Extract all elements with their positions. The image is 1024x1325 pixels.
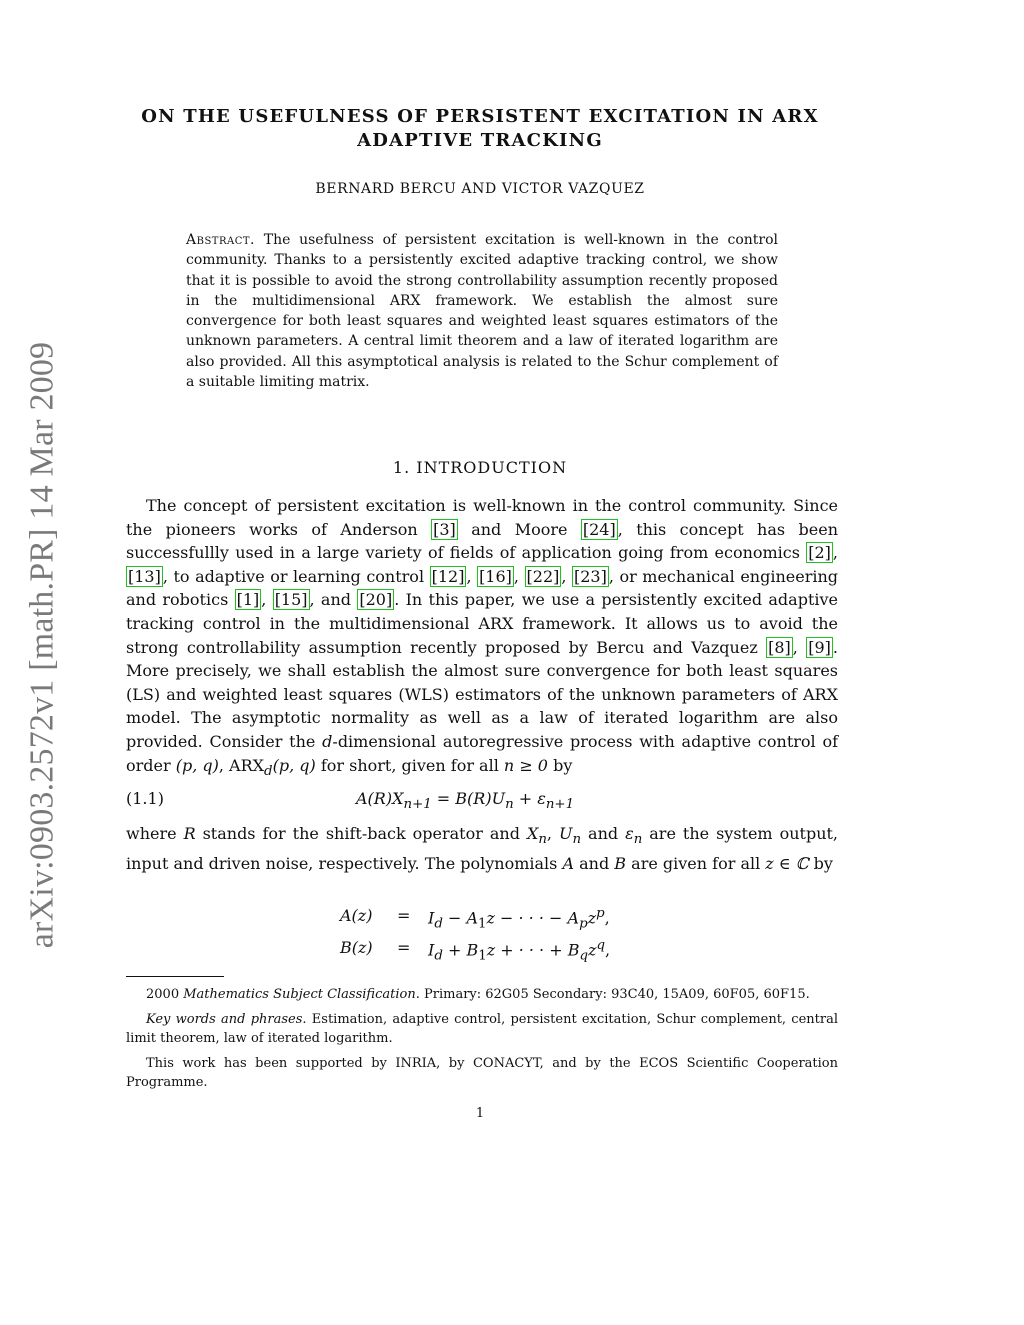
footnote-support: This work has been supported by INRIA, by CONACYT, and by the ECOS Scientific Cooperation Programme.	[126, 1056, 838, 1090]
footnote-divider	[126, 976, 224, 977]
math-subscript: n	[538, 832, 547, 848]
math-subscript: n	[572, 832, 582, 848]
footnote-text: Estimation, adaptive control, persistent excitation, Schur complement, central limit theorem, law of iterated logarithm.	[126, 1012, 838, 1046]
para-text: are given for all	[626, 853, 766, 873]
eq-term: z − · · · − A	[486, 908, 580, 928]
intro-text: for short, given for all	[315, 755, 504, 775]
eq-subscript: 1	[478, 916, 487, 932]
eq-superscript: q	[596, 938, 606, 953]
eq-term: z	[587, 908, 597, 928]
eq-superscript: p	[596, 906, 605, 921]
footnote-keywords	[126, 1010, 838, 1048]
citation-link[interactable]: [2]	[808, 543, 831, 563]
intro-paragraph	[126, 494, 838, 783]
para-text: and	[574, 853, 615, 873]
eq-term: ,	[605, 940, 611, 960]
eq-lhs: B(z)	[340, 938, 373, 957]
eq-subscript: d	[434, 948, 443, 964]
intro-text: , or mechanical engineering and robotics	[126, 566, 838, 610]
intro-text: , to adaptive or learning control	[162, 566, 430, 586]
paragraph-2	[126, 822, 838, 875]
citation-link[interactable]: [9]	[808, 637, 831, 657]
math-symbol: B	[614, 853, 627, 873]
eq-term: ,	[604, 908, 610, 928]
intro-text: ,	[466, 566, 478, 586]
math-symbol: (p, q)	[272, 755, 316, 775]
citation-link[interactable]: [1]	[236, 590, 260, 610]
footnote-label: Mathematics Subject Classification.	[183, 987, 420, 1002]
math-symbol: R	[183, 824, 196, 843]
citation-link[interactable]: [8]	[768, 637, 791, 657]
footnotes	[126, 985, 838, 1098]
abstract-label: Abstract.	[186, 232, 256, 248]
eq-term: I	[428, 908, 435, 928]
citation-link[interactable]: [16]	[479, 566, 512, 586]
intro-text: , ARX	[218, 755, 265, 775]
arxiv-identifier: arXiv:0903.2572v1 [math.PR] 14 Mar 2009	[23, 341, 60, 949]
arxiv-sidebar	[18, 340, 66, 950]
eq-term: z + · · · + B	[486, 940, 580, 960]
abstract	[186, 230, 778, 392]
eq-equals: =	[397, 906, 411, 925]
footnote-text: 2000	[146, 987, 184, 1002]
eq-subscript: q	[579, 948, 589, 964]
para-text: ,	[546, 824, 559, 843]
intro-text: ,	[832, 543, 838, 563]
math-symbol: X	[526, 824, 539, 843]
math-subscript: d	[264, 763, 273, 779]
eq-equals: =	[431, 789, 456, 808]
intro-text: -dimensional autoregressive process with adaptive control of order	[126, 731, 839, 775]
paper-title	[120, 105, 840, 153]
para-text: and	[581, 824, 626, 843]
eq-subscript: n	[505, 797, 514, 813]
intro-text: and Moore	[457, 519, 581, 539]
eq-term: A(R)X	[356, 789, 404, 808]
citation-link[interactable]: [3]	[433, 519, 456, 539]
eq-lhs: A(z)	[340, 906, 373, 925]
page-number: 1	[475, 1106, 485, 1121]
footnote-text: Primary: 62G05 Secondary: 93C40, 15A09, 60F05, 60F15.	[419, 987, 810, 1002]
authors: BERNARD BERCU AND VICTOR VAZQUEZ	[315, 181, 645, 197]
eq-subscript: d	[434, 916, 443, 932]
footnote-msc	[126, 985, 838, 1004]
eq-rhs	[428, 938, 610, 964]
equation-number: (1.1)	[126, 789, 164, 808]
eq-term: + B	[442, 940, 479, 960]
section-heading: 1. INTRODUCTION	[392, 458, 568, 477]
para-text: stands for the shift-back operator and	[195, 824, 527, 843]
citation-link[interactable]: [20]	[359, 590, 393, 610]
eq-equals: =	[397, 938, 411, 957]
citation-link[interactable]: [23]	[574, 566, 607, 586]
title-line-1: ON THE USEFULNESS OF PERSISTENT EXCITATION IN ARX	[141, 106, 819, 127]
eq-term: z	[588, 940, 597, 960]
intro-text: The concept of persistent excitation is well-known in the control community. Since the pioneers works of Anderson	[126, 496, 838, 539]
eq-term: I	[428, 940, 435, 960]
eq-subscript: n+1	[545, 797, 575, 813]
abstract-text: The usefulness of persistent excitation is well-known in the control community. Thanks to a persistently excited adaptive tracking control, we show that it is possible to avoid the strong controllability assumption recently proposed in the multidimensional ARX framework. We establish the almost sure convergence for both least squares and weighted least squares estimators of the unknown parameters. A central limit theorem and a law of iterated logarithm are also provided. All this asymptotical analysis is related to the Schur complement of a suitable limiting matrix.	[186, 232, 778, 391]
citation-link[interactable]: [22]	[526, 566, 560, 586]
math-subscript: n	[633, 832, 643, 848]
eq-subscript: n+1	[403, 797, 432, 813]
intro-text: , this concept has been successfullly used in a large variety of fields of application going from economics	[126, 519, 839, 563]
para-text: by	[808, 853, 833, 873]
eq-term: − A	[442, 908, 479, 928]
intro-text: ,	[261, 590, 273, 610]
math-symbol: ε	[625, 824, 634, 843]
intro-text: ,	[561, 566, 572, 586]
math-symbol: z ∈ ℂ	[765, 853, 809, 873]
math-symbol: d	[322, 731, 333, 751]
intro-text: , and	[309, 590, 358, 610]
eq-term: + ε	[513, 789, 546, 808]
eq-subscript: p	[579, 916, 588, 932]
intro-text: . In this paper, we use a persistently excited adaptive tracking control in the multidimensional ARX framework. It allows us to avoid the strong controllability assumption recently proposed by Bercu and Vazquez	[126, 590, 839, 657]
citation-link[interactable]: [15]	[274, 590, 308, 610]
math-symbol: (p, q)	[175, 755, 219, 775]
title-line-2: ADAPTIVE TRACKING	[357, 130, 603, 151]
eq-rhs	[428, 906, 610, 932]
citation-link[interactable]: [12]	[431, 566, 465, 586]
math-symbol: n ≥ 0	[503, 755, 548, 775]
para-text: where	[126, 824, 184, 843]
footnote-label: Key words and phrases.	[146, 1012, 307, 1027]
intro-text: by	[547, 755, 573, 775]
para-text: are the system output, input and driven noise, respectively. The polynomials	[126, 824, 839, 873]
math-symbol: U	[558, 824, 573, 843]
citation-link[interactable]: [13]	[128, 566, 161, 586]
citation-link[interactable]: [24]	[582, 519, 616, 539]
intro-text: ,	[792, 637, 807, 657]
eq-term: B(R)U	[455, 789, 506, 808]
math-symbol: A	[562, 853, 575, 873]
intro-text: . More precisely, we shall establish the almost sure convergence for both least squares (LS) and weighted least squares (WLS) estimators of the unknown parameters of ARX model. The asymptotic normality as well as a law of iterated logarithm are also provided. Consider the	[126, 637, 838, 751]
eq-subscript: 1	[478, 948, 487, 964]
equation-1-1	[356, 789, 574, 812]
intro-text: ,	[513, 566, 525, 586]
